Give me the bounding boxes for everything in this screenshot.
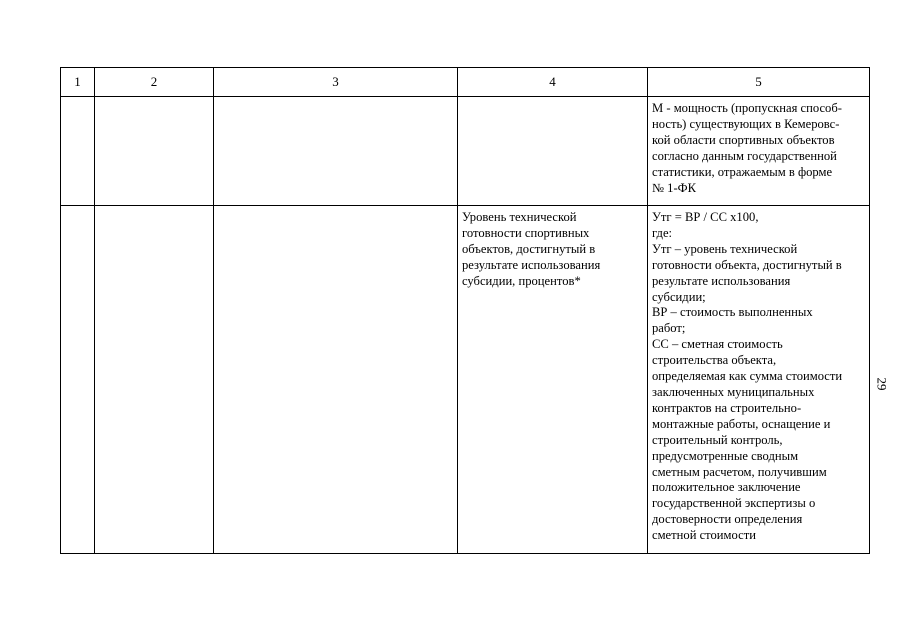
header-cell-5: 5 — [648, 68, 870, 97]
cell-text-line: где: — [652, 225, 673, 240]
cell-text — [95, 97, 213, 101]
cell-text-line: монтажные работы, оснащение и — [652, 416, 831, 431]
table-cell-col2 — [95, 97, 214, 206]
cell-text-line: строительный контроль, — [652, 432, 783, 447]
cell-text-line: объектов, достигнутый в — [462, 241, 596, 256]
cell-text-line: положительное заключение — [652, 480, 801, 495]
cell-text — [648, 97, 869, 196]
table-cell-col2 — [95, 206, 214, 554]
cell-text-line: статистики, отражаемым в форме — [652, 164, 833, 179]
cell-text — [61, 97, 94, 101]
cell-text-line: ВР – стоимость выполненных — [652, 305, 813, 320]
header-cell-4: 4 — [458, 68, 648, 97]
header-cell-2: 2 — [95, 68, 214, 97]
cell-text-line: Уровень технической — [462, 210, 577, 224]
cell-text-line: № 1-ФК — [652, 180, 697, 195]
cell-text — [458, 206, 647, 290]
cell-text-line: М - мощность (пропускная способ- — [652, 101, 842, 115]
cell-text-line: Утг = ВР / СС х100, — [652, 210, 759, 224]
cell-text-line: работ; — [652, 321, 686, 336]
cell-text-line: СС – сметная стоимость — [652, 337, 783, 352]
table-row — [61, 206, 870, 554]
table-cell-col1 — [61, 97, 95, 206]
cell-text-line: достоверности определения — [652, 512, 803, 527]
cell-text-line: предусмотренные сводным — [652, 448, 799, 463]
cell-text-line: определяемая как сумма стоимости — [652, 369, 843, 384]
cell-text-line: готовности спортивных — [462, 225, 590, 240]
cell-text-line: готовности объекта, достигнутый в — [652, 257, 842, 272]
cell-text-line: субсидии, процентов* — [462, 273, 581, 288]
cell-text — [458, 97, 647, 101]
header-cell-1: 1 — [61, 68, 95, 97]
table-row — [61, 97, 870, 206]
cell-text-line: кой области спортивных объектов — [652, 132, 835, 147]
cell-text — [648, 206, 869, 544]
table-header-row — [61, 68, 870, 97]
table-cell-col3 — [214, 97, 458, 206]
cell-text — [214, 206, 457, 210]
page-number: 29 — [874, 377, 890, 391]
cell-text-line: строительства объекта, — [652, 353, 777, 368]
cell-text-line: согласно данным государственной — [652, 148, 837, 163]
cell-text — [61, 206, 94, 210]
cell-text-line: субсидии; — [652, 289, 706, 304]
cell-text-line: результате использования — [652, 273, 791, 288]
cell-text-line: Утг – уровень технической — [652, 241, 798, 256]
table-cell-col5 — [648, 97, 870, 206]
header-cell-3: 3 — [214, 68, 458, 97]
document-table — [60, 67, 870, 554]
cell-text-line: государственной экспертизы о — [652, 496, 816, 511]
cell-text-line: ность) существующих в Кемеровс- — [652, 116, 840, 131]
cell-text — [95, 206, 213, 210]
table-cell-col4 — [458, 206, 648, 554]
cell-text-line: результате использования — [462, 257, 601, 272]
cell-text-line: сметной стоимости — [652, 528, 756, 543]
table-cell-col4 — [458, 97, 648, 206]
cell-text-line: заключенных муниципальных — [652, 384, 815, 399]
table-cell-col5 — [648, 206, 870, 554]
cell-text-line: сметным расчетом, получившим — [652, 464, 827, 479]
cell-text — [214, 97, 457, 101]
table-cell-col1 — [61, 206, 95, 554]
table-cell-col3 — [214, 206, 458, 554]
cell-text-line: контрактов на строительно- — [652, 400, 802, 415]
